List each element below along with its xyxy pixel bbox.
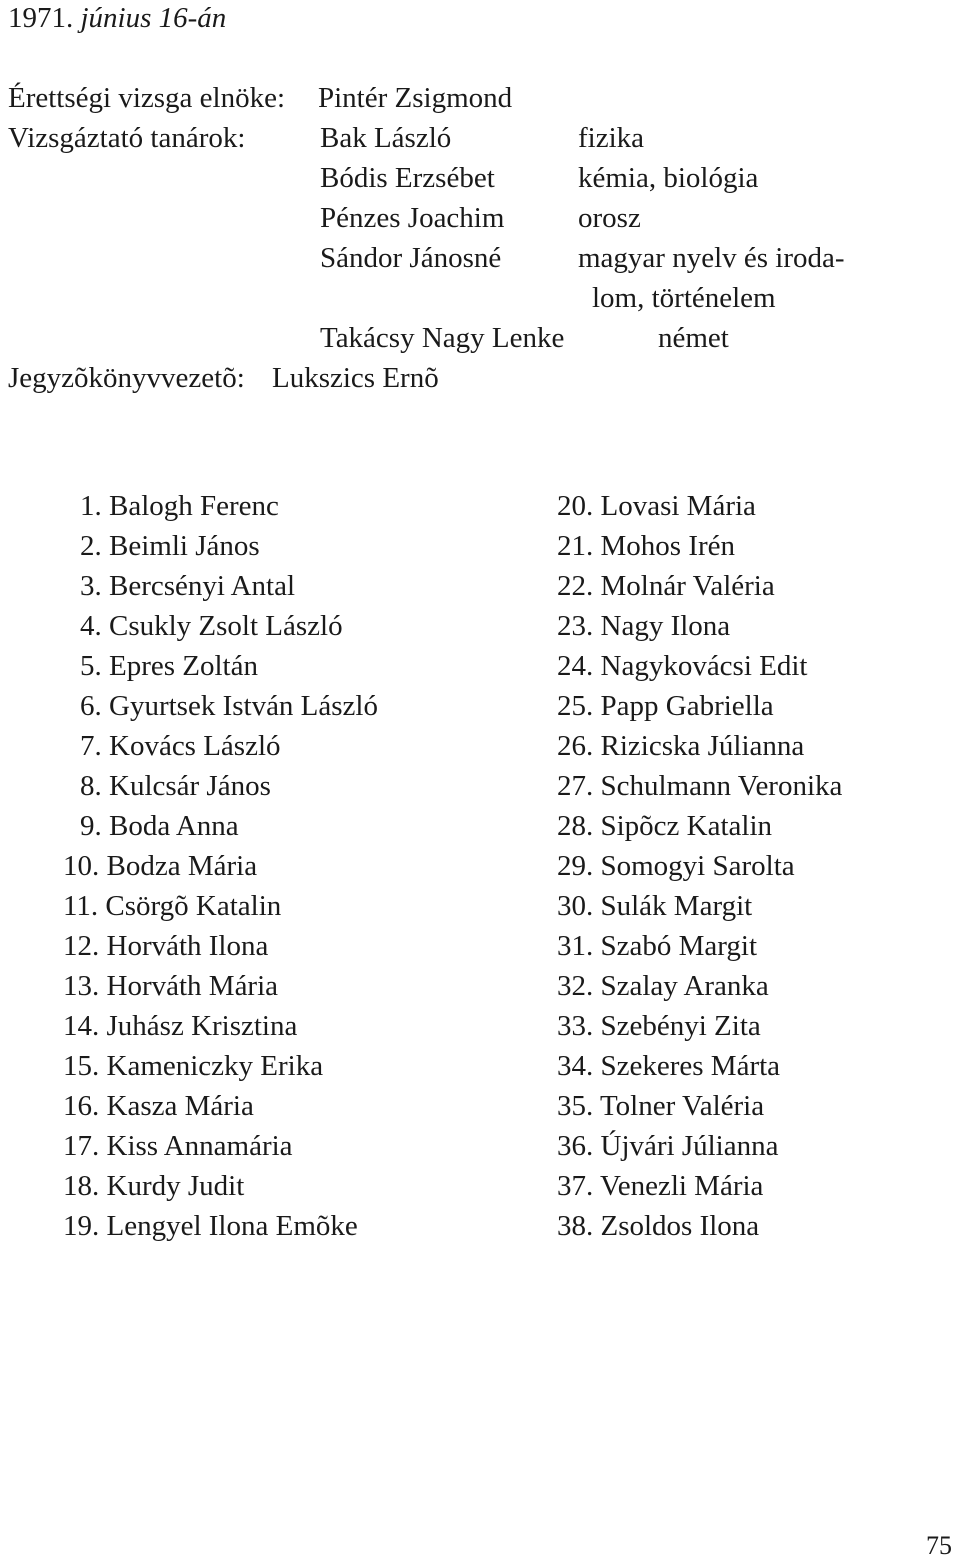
student-entry: 23. Nagy Ilona xyxy=(557,610,731,642)
student-entry: 21. Mohos Irén xyxy=(557,530,736,562)
examiner-subject: kémia, biológia xyxy=(578,162,759,194)
student-entry: 27. Schulmann Veronika xyxy=(557,770,843,802)
student-entry: 29. Somogyi Sarolta xyxy=(557,850,795,882)
student-entry: 9. Boda Anna xyxy=(80,810,239,842)
student-entry: 30. Sulák Margit xyxy=(557,890,753,922)
examiner-subject: orosz xyxy=(578,202,641,234)
chair-label: Érettségi vizsga elnöke: xyxy=(8,82,286,114)
exam-day: június 16-án xyxy=(80,2,227,34)
student-entry: 38. Zsoldos Ilona xyxy=(557,1210,760,1242)
student-entry: 20. Lovasi Mária xyxy=(557,490,756,522)
student-entry: 3. Bercsényi Antal xyxy=(80,570,296,602)
student-entry: 4. Csukly Zsolt László xyxy=(80,610,343,642)
student-entry: 36. Újvári Júlianna xyxy=(557,1130,779,1162)
student-entry: 28. Sipõcz Katalin xyxy=(557,810,773,842)
student-entry: 17. Kiss Annamária xyxy=(63,1130,293,1162)
student-entry: 14. Juhász Krisztina xyxy=(63,1010,298,1042)
page-number: 75 xyxy=(926,1531,952,1560)
student-entry: 32. Szalay Aranka xyxy=(557,970,769,1002)
exam-year: 1971. xyxy=(8,2,74,34)
examiner-name: Sándor Jánosné xyxy=(320,242,502,274)
student-entry: 11. Csörgõ Katalin xyxy=(63,890,282,922)
student-entry: 6. Gyurtsek István László xyxy=(80,690,378,722)
student-entry: 8. Kulcsár János xyxy=(80,770,271,802)
examiner-subject-continued: lom, történelem xyxy=(592,282,776,314)
student-entry: 5. Epres Zoltán xyxy=(80,650,258,682)
student-entry: 10. Bodza Mária xyxy=(63,850,258,882)
student-entry: 35. Tolner Valéria xyxy=(557,1090,765,1122)
student-entry: 25. Papp Gabriella xyxy=(557,690,774,722)
examiner-subject: német xyxy=(658,322,729,354)
exam-date xyxy=(8,0,226,36)
student-entry: 1. Balogh Ferenc xyxy=(80,490,279,522)
student-entry: 18. Kurdy Judit xyxy=(63,1170,245,1202)
student-entry: 31. Szabó Margit xyxy=(557,930,758,962)
recorder-label: Jegyzõkönyvvezetõ: xyxy=(8,362,245,394)
student-entry: 37. Venezli Mária xyxy=(557,1170,764,1202)
student-entry: 16. Kasza Mária xyxy=(63,1090,254,1122)
examiner-name: Pénzes Joachim xyxy=(320,202,505,234)
examiner-name: Bak László xyxy=(320,122,452,154)
student-entry: 15. Kameniczky Erika xyxy=(63,1050,324,1082)
student-entry: 12. Horváth Ilona xyxy=(63,930,269,962)
examiner-name: Bódis Erzsébet xyxy=(320,162,495,194)
student-entry: 22. Molnár Valéria xyxy=(557,570,775,602)
recorder-name: Lukszics Ernõ xyxy=(272,362,439,394)
student-entry: 33. Szebényi Zita xyxy=(557,1010,761,1042)
examiner-name: Takácsy Nagy Lenke xyxy=(320,322,565,354)
student-entry: 2. Beimli János xyxy=(80,530,260,562)
student-entry: 13. Horváth Mária xyxy=(63,970,279,1002)
student-entry: 7. Kovács László xyxy=(80,730,281,762)
student-entry: 19. Lengyel Ilona Emõke xyxy=(63,1210,358,1242)
student-entry: 24. Nagykovácsi Edit xyxy=(557,650,808,682)
examiner-subject: magyar nyelv és iroda- xyxy=(578,242,845,274)
student-entry: 26. Rizicska Júlianna xyxy=(557,730,805,762)
examiner-subject: fizika xyxy=(578,122,645,154)
student-entry: 34. Szekeres Márta xyxy=(557,1050,781,1082)
chair-name: Pintér Zsigmond xyxy=(318,82,513,114)
examiners-label: Vizsgáztató tanárok: xyxy=(8,122,246,154)
